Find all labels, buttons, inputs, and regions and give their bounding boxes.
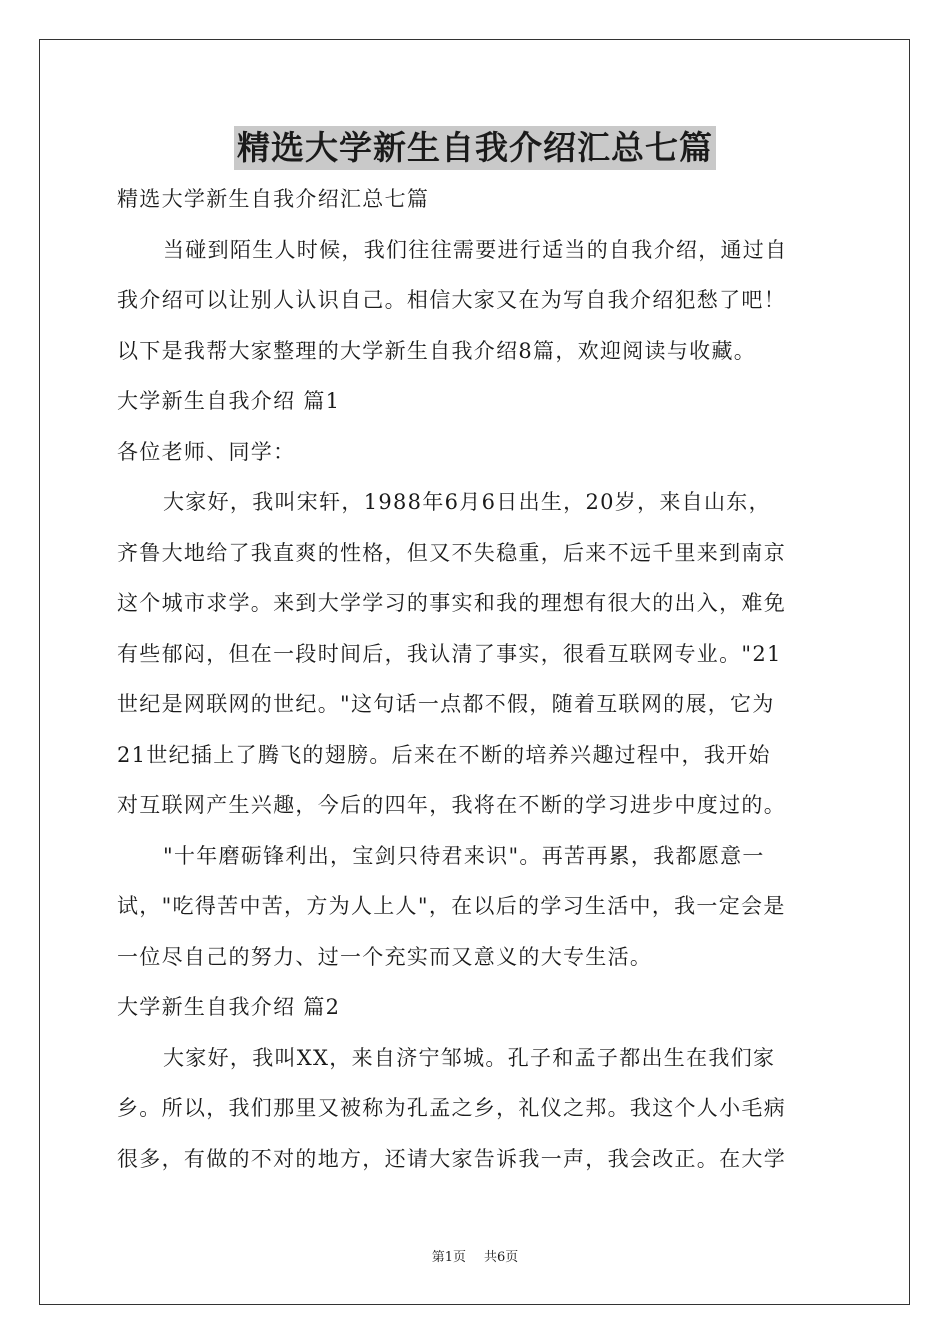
- subtitle-line: 精选大学新生自我介绍汇总七篇: [117, 187, 430, 211]
- page-total: 共6页: [484, 1250, 519, 1265]
- paragraph-line: 试，"吃得苦中苦，方为人上人"，在以后的学习生活中，我一定会是: [117, 894, 786, 918]
- paragraph-line: 21世纪插上了腾飞的翅膀。后来在不断的培养兴趣过程中，我开始: [117, 742, 771, 767]
- paragraph-line: 一位尽自己的努力、过一个充实而又意义的大专生活。: [117, 944, 653, 969]
- section-heading-1: 大学新生自我介绍 篇1: [117, 389, 341, 413]
- paragraph-line: 世纪是网联网的世纪。"这句话一点都不假，随着互联网的展，它为: [117, 692, 775, 716]
- paragraph-line: 当碰到陌生人时候，我们往往需要进行适当的自我介绍，通过自: [163, 237, 788, 262]
- paragraph-line: 以下是我帮大家整理的大学新生自我介绍8篇，欢迎阅读与收藏。: [117, 338, 757, 363]
- paragraph-line: "十年磨砺锋利出，宝剑只待君来识"。再苦再累，我都愿意一: [163, 843, 765, 868]
- salutation-line: 各位老师、同学：: [117, 439, 296, 464]
- paragraph-line: 这个城市求学。来到大学学习的事实和我的理想有很大的出入，难免: [117, 591, 786, 615]
- title-area: [0, 126, 950, 170]
- paragraph-line: 乡。所以，我们那里又被称为孔孟之乡，礼仪之邦。我这个人小毛病: [117, 1096, 786, 1120]
- paragraph-line: 齐鲁大地给了我直爽的性格，但又不失稳重，后来不远千里来到南京: [117, 540, 786, 565]
- page-number: 第1页: [431, 1250, 466, 1265]
- paragraph-line: 我介绍可以让别人认识自己。相信大家又在为写自我介绍犯愁了吧！: [117, 288, 786, 312]
- document-title: 精选大学新生自我介绍汇总七篇: [234, 126, 716, 170]
- page-footer: [0, 1250, 950, 1266]
- section-heading-2: 大学新生自我介绍 篇2: [117, 995, 341, 1019]
- paragraph-line: 大家好，我叫XX，来自济宁邹城。孔子和孟子都出生在我们家: [163, 1045, 776, 1070]
- paragraph-line: 有些郁闷，但在一段时间后，我认清了事实，很看互联网专业。"21: [117, 641, 782, 666]
- document-body: [117, 174, 833, 1184]
- paragraph-line: 很多，有做的不对的地方，还请大家告诉我一声，我会改正。在大学: [117, 1146, 786, 1171]
- paragraph-line: 对互联网产生兴趣，今后的四年，我将在不断的学习进步中度过的。: [117, 793, 786, 817]
- paragraph-line: 大家好，我叫宋轩，1988年6月6日出生，20岁，来自山东，: [163, 490, 771, 514]
